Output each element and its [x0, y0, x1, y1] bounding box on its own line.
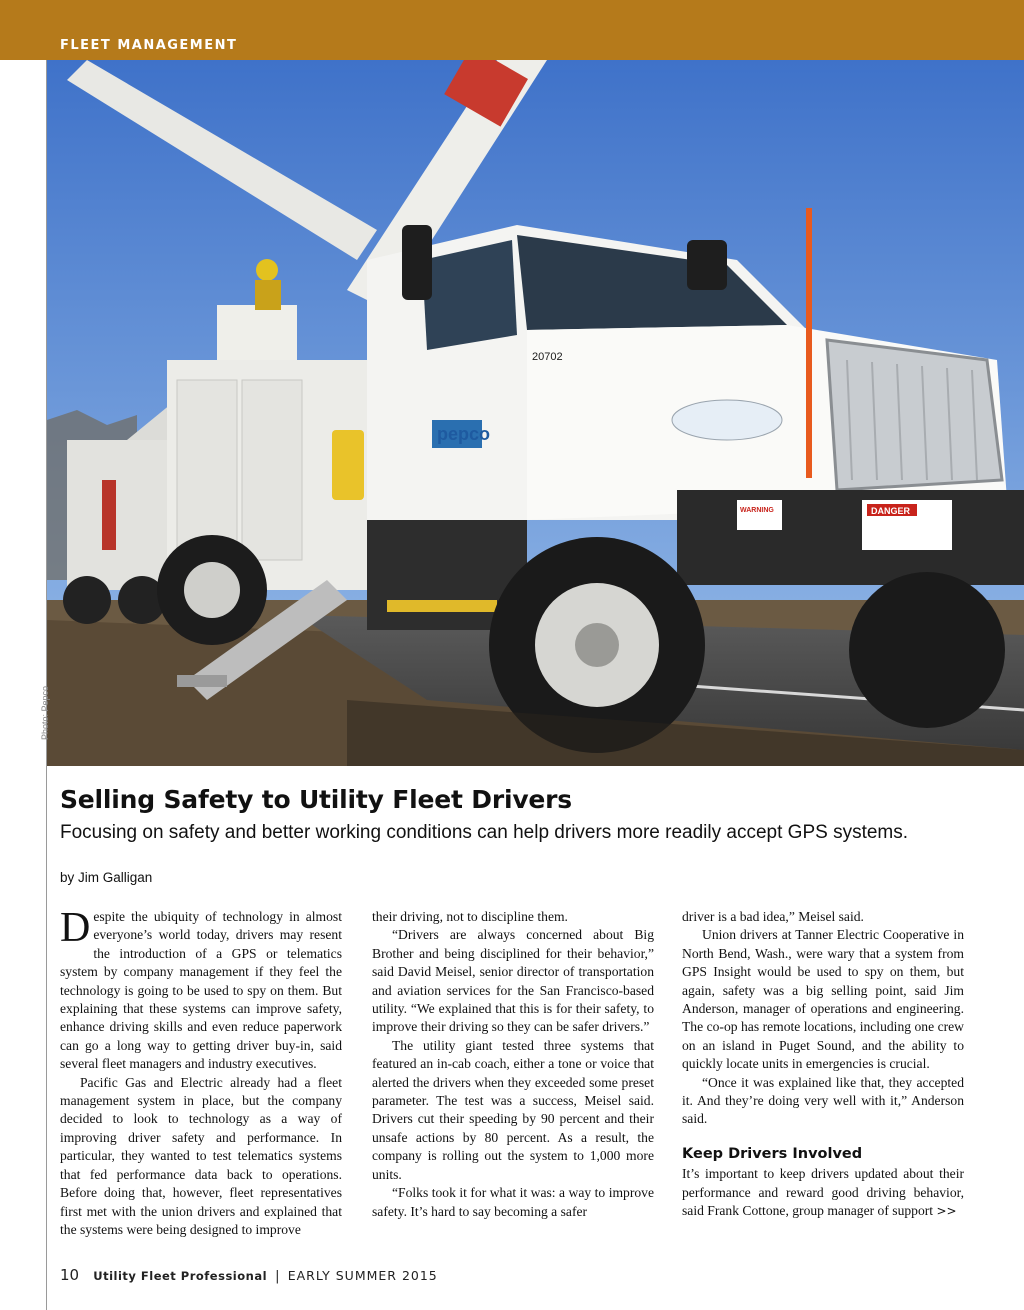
paragraph-text: espite the ubiquity of technology in almost everyone’s world today, drivers may resent the introduction of a GPS or telematics system by company management if they feel the technology is going to be used to spy on them. But explaining that these systems can improve safety, enhance driving skills and even reduce paperwork can go a long way to getting driver buy-in, said several fleet managers and industry executives.	[60, 909, 342, 1072]
column-1	[60, 905, 342, 1239]
page-number: 10	[60, 1266, 80, 1284]
warning-label-text: WARNING	[740, 507, 774, 514]
paragraph: “Folks took it for what it was: a way to improve safety. It’s hard to say becoming a safer	[372, 1185, 654, 1219]
danger-label-text: DANGER	[871, 506, 911, 516]
photo-credit: Photo: Pepco	[40, 685, 50, 740]
column-2	[372, 908, 654, 1221]
issue-date: EARLY SUMMER 2015	[287, 1268, 438, 1283]
truck-brand-text: pepco	[437, 424, 491, 444]
paragraph: “Drivers are always concerned about Big Brother and being disciplined for their behavior,” said David Meisel, senior director of transportation and aviation services for the San Francisco-based utility. “We explained that this is for their safety, to improve their driving so they can be safer drivers.”	[372, 927, 654, 1035]
article-title: Selling Safety to Utility Fleet Drivers	[60, 785, 572, 814]
hero-photo	[47, 60, 1024, 766]
paragraph: their driving, not to discipline them.	[372, 909, 568, 924]
article-dek: Focusing on safety and better working conditions can help drivers more readily accept GPS systems.	[60, 822, 909, 843]
paragraph	[682, 1165, 964, 1220]
continued-marker: >>	[936, 1204, 957, 1219]
paragraph-text: It’s important to keep drivers updated about their performance and reward good driving behavior, said Frank Cottone, group manager of support	[682, 1166, 964, 1219]
section-subhead: Keep Drivers Involved	[682, 1145, 863, 1162]
paragraph: The utility giant tested three systems that featured an in-cab coach, either a tone or voice that alerted the drivers when they exceeded some preset parameter. The test was a success, Meisel said. Drivers cut their speeding by 90 percent and their unsafe actions by 80 percent. As a result, the company is rolling out the system to 1,000 more units.	[372, 1037, 654, 1182]
paragraph: Pacific Gas and Electric already had a fleet management system in place, but the company decided to look to technology as a way of improving driver safety and performance. In particular, they wanted to test telematics systems that fed performance data back to operations. Before doing that, however, fleet representatives first met with the union drivers and explained that the systems were being designed to improve	[60, 1074, 342, 1237]
truck-number-text: 20702	[532, 351, 563, 363]
section-label: FLEET MANAGEMENT	[60, 38, 238, 53]
publication-name: Utility Fleet Professional	[93, 1269, 268, 1283]
paragraph: driver is a bad idea,” Meisel said.	[682, 909, 864, 924]
column-3	[682, 908, 964, 1221]
byline: by Jim Galligan	[60, 870, 153, 885]
paragraph	[60, 905, 342, 1074]
paragraph: “Once it was explained like that, they accepted it. And they’re doing very well with it,” Anderson said.	[682, 1074, 964, 1127]
footer-separator: |	[275, 1269, 280, 1284]
page-footer	[60, 1266, 438, 1284]
paragraph: Union drivers at Tanner Electric Cooperative in North Bend, Wash., were wary that a system from GPS Insight would be used to spy on them, but again, safety was a big selling point, said Jim Anderson, manager of operations and engineering. The co-op has remote locations, including one crew on an island in Puget Sound, and the ability to quickly locate units in emergencies is crucial.	[682, 927, 964, 1072]
drop-cap: D	[60, 905, 91, 951]
